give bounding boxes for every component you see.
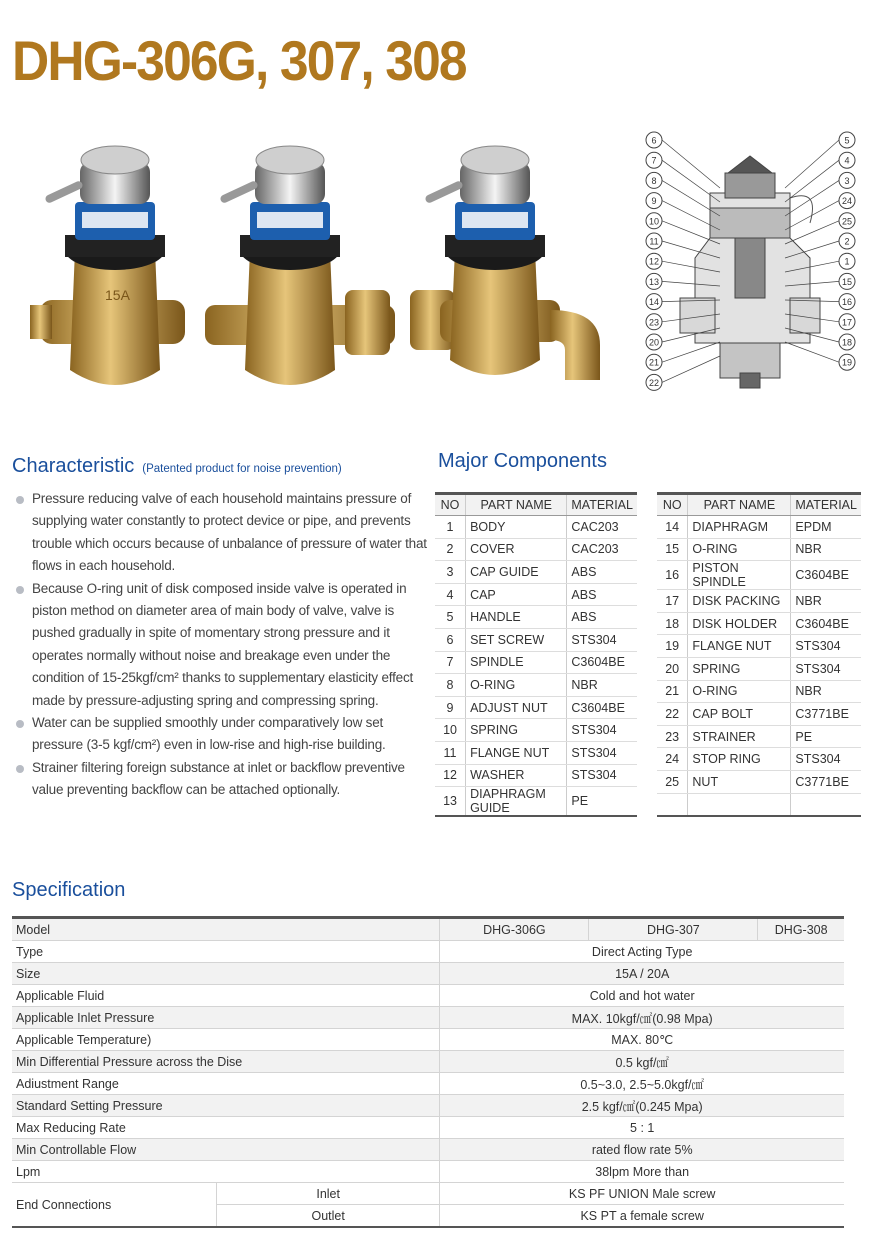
table-row xyxy=(12,1139,844,1161)
part-name: SET SCREW xyxy=(466,628,567,651)
spec-label: Adiustment Range xyxy=(12,1073,440,1095)
callout-number: 17 xyxy=(841,317,853,328)
part-no: 19 xyxy=(657,635,688,658)
table-row xyxy=(12,985,844,1007)
part-name: ADJUST NUT xyxy=(466,696,567,719)
table-row xyxy=(657,748,861,771)
part-no: 23 xyxy=(657,725,688,748)
list-item: Strainer filtering foreign substance at inlet or backflow preventive value preventing backflow can be attached optionally. xyxy=(14,757,434,802)
components-heading: Major Components xyxy=(438,450,607,472)
callout-number: 7 xyxy=(651,155,657,166)
part-no: 1 xyxy=(435,516,466,539)
part-name: DIAPHRAGM xyxy=(688,516,791,539)
part-no: 24 xyxy=(657,748,688,771)
callout-number: 10 xyxy=(648,216,660,227)
part-material: CAC203 xyxy=(567,538,637,561)
col-header-material: MATERIAL xyxy=(567,494,637,516)
callout-number: 5 xyxy=(844,135,850,146)
spec-label: Applicable Inlet Pressure xyxy=(12,1007,440,1029)
part-name: O-RING xyxy=(466,674,567,697)
spec-value: 5 : 1 xyxy=(440,1117,844,1139)
part-name: COVER xyxy=(466,538,567,561)
part-no: 12 xyxy=(435,764,466,787)
part-material: NBR xyxy=(567,674,637,697)
part-material: ABS xyxy=(567,606,637,629)
part-material: C3604BE xyxy=(567,651,637,674)
part-name: PISTON SPINDLE xyxy=(688,561,791,590)
part-name: CAP xyxy=(466,583,567,606)
part-no: 22 xyxy=(657,703,688,726)
table-row xyxy=(657,635,861,658)
part-no: 7 xyxy=(435,651,466,674)
part-name: DISK HOLDER xyxy=(688,612,791,635)
end-connection-value: KS PT a female screw xyxy=(440,1205,844,1228)
model-label: Model xyxy=(12,918,440,941)
specification-heading: Specification xyxy=(12,879,126,901)
table-row xyxy=(435,583,637,606)
callout-number: 15 xyxy=(841,276,853,287)
part-material: C3604BE xyxy=(791,612,861,635)
components-table-left xyxy=(435,492,637,817)
table-row xyxy=(12,1051,844,1073)
part-material: C3604BE xyxy=(567,696,637,719)
callout-number: 9 xyxy=(651,196,657,207)
part-material: CAC203 xyxy=(567,516,637,539)
table-row xyxy=(657,612,861,635)
section-diagram xyxy=(640,128,865,403)
callout-leader xyxy=(662,356,720,382)
characteristic-heading xyxy=(12,455,342,478)
table-row xyxy=(657,680,861,703)
product-image-dhg-308 xyxy=(410,140,610,395)
callout-number: 24 xyxy=(841,196,853,207)
table-row xyxy=(435,628,637,651)
callout-number: 2 xyxy=(844,236,850,247)
table-row xyxy=(657,725,861,748)
table-row xyxy=(12,1161,844,1183)
table-row xyxy=(435,719,637,742)
spec-label: Size xyxy=(12,963,440,985)
spec-label: Min Controllable Flow xyxy=(12,1139,440,1161)
callout-number: 1 xyxy=(844,256,850,267)
table-row xyxy=(12,1073,844,1095)
characteristic-title: Characteristic xyxy=(12,455,135,477)
callout-number: 22 xyxy=(648,377,660,388)
page-title: DHG-306G, 307, 308 xyxy=(12,29,466,92)
col-header-part-name: PART NAME xyxy=(466,494,567,516)
callout-number: 11 xyxy=(649,236,659,247)
callout-number: 25 xyxy=(841,216,853,227)
part-no: 18 xyxy=(657,612,688,635)
col-header-no: NO xyxy=(435,494,466,516)
spec-value: 0.5~3.0, 2.5~5.0kgf/㎠ xyxy=(440,1073,844,1095)
callout-number: 16 xyxy=(841,297,853,308)
table-row xyxy=(435,561,637,584)
end-connections-label: End Connections xyxy=(12,1183,217,1228)
spec-label: Min Differential Pressure across the Dise xyxy=(12,1051,440,1073)
table-row xyxy=(435,538,637,561)
callout-number: 4 xyxy=(844,155,850,166)
part-name: DIAPHRAGM GUIDE xyxy=(466,787,567,817)
part-material: EPDM xyxy=(791,516,861,539)
part-name: DISK PACKING xyxy=(688,590,791,613)
part-material: STS304 xyxy=(567,628,637,651)
table-row xyxy=(657,538,861,561)
table-row xyxy=(657,590,861,613)
characteristic-subtitle: (Patented product for noise prevention) xyxy=(142,463,342,475)
table-row xyxy=(657,561,861,590)
col-header-part-name: PART NAME xyxy=(688,494,791,516)
part-material: STS304 xyxy=(567,741,637,764)
callout-number: 14 xyxy=(648,297,660,308)
part-name: STRAINER xyxy=(688,725,791,748)
spec-value: Cold and hot water xyxy=(440,985,844,1007)
part-material: NBR xyxy=(791,538,861,561)
characteristic-list xyxy=(14,488,434,802)
part-material: C3771BE xyxy=(791,703,861,726)
table-row xyxy=(657,516,861,539)
part-no: 16 xyxy=(657,561,688,590)
callout-number: 20 xyxy=(648,337,660,348)
model-dhg-306g: DHG-306G xyxy=(440,918,589,941)
col-header-material: MATERIAL xyxy=(791,494,861,516)
part-name: STOP RING xyxy=(688,748,791,771)
part-no: 14 xyxy=(657,516,688,539)
part-no: 4 xyxy=(435,583,466,606)
table-row xyxy=(12,1029,844,1051)
spec-value: Direct Acting Type xyxy=(440,941,844,963)
spec-value: MAX. 10kgf/㎠(0.98 Mpa) xyxy=(440,1007,844,1029)
model-dhg-308: DHG-308 xyxy=(758,918,844,941)
table-row xyxy=(657,770,861,793)
table-row xyxy=(435,516,637,539)
part-name: O-RING xyxy=(688,538,791,561)
part-material: PE xyxy=(567,787,637,817)
spec-label: Type xyxy=(12,941,440,963)
part-material: STS304 xyxy=(567,719,637,742)
size-badge: 15A xyxy=(105,287,130,303)
table-row xyxy=(657,793,861,816)
part-no xyxy=(657,793,688,816)
callout-number: 19 xyxy=(841,357,853,368)
table-row xyxy=(435,651,637,674)
table-row xyxy=(435,764,637,787)
part-name: SPINDLE xyxy=(466,651,567,674)
part-material: C3771BE xyxy=(791,770,861,793)
table-row xyxy=(12,918,844,941)
end-connection-sub-label: Inlet xyxy=(217,1183,440,1205)
callout-number: 3 xyxy=(844,175,850,186)
callout-number: 6 xyxy=(651,135,657,146)
callout-leader xyxy=(662,342,720,362)
components-table-right xyxy=(657,492,861,817)
model-dhg-307: DHG-307 xyxy=(589,918,758,941)
part-no: 25 xyxy=(657,770,688,793)
part-material: STS304 xyxy=(791,657,861,680)
col-header-no: NO xyxy=(657,494,688,516)
spec-value: 38lpm More than xyxy=(440,1161,844,1183)
spec-label: Lpm xyxy=(12,1161,440,1183)
part-material: ABS xyxy=(567,561,637,584)
callout-leader xyxy=(785,342,839,362)
part-no: 15 xyxy=(657,538,688,561)
table-row xyxy=(657,703,861,726)
spec-value: 2.5 kgf/㎠(0.245 Mpa) xyxy=(440,1095,844,1117)
table-row xyxy=(12,1095,844,1117)
part-name: NUT xyxy=(688,770,791,793)
part-no: 21 xyxy=(657,680,688,703)
list-item: Pressure reducing valve of each household maintains pressure of supplying water constantly to protect device or pipe, and prevents trouble which occurs because of unbalance of pressure of water that flows in each household. xyxy=(14,488,434,578)
list-item: Because O-ring unit of disk composed inside valve is operated in piston method on diameter area of main body of valve, valve is pushed gradually in spite of momentary strong pressure and it operates normally without noise and breakage even under the condition of 15-25kgf/cm² thanks to supplementary elasticity effect made by pressure-adjusting spring and compressing spring. xyxy=(14,578,434,712)
callout-leader xyxy=(785,221,839,244)
part-material: NBR xyxy=(791,680,861,703)
spec-value: 15A / 20A xyxy=(440,963,844,985)
part-name: WASHER xyxy=(466,764,567,787)
table-row xyxy=(435,696,637,719)
table-row xyxy=(435,606,637,629)
table-row xyxy=(12,941,844,963)
part-no: 20 xyxy=(657,657,688,680)
part-material: NBR xyxy=(791,590,861,613)
part-name: BODY xyxy=(466,516,567,539)
part-name: HANDLE xyxy=(466,606,567,629)
part-name: CAP BOLT xyxy=(688,703,791,726)
part-name: SPRING xyxy=(688,657,791,680)
end-connection-value: KS PF UNION Male screw xyxy=(440,1183,844,1205)
spec-label: Applicable Temperature) xyxy=(12,1029,440,1051)
part-name: O-RING xyxy=(688,680,791,703)
part-no: 5 xyxy=(435,606,466,629)
specification-table xyxy=(12,916,844,1228)
table-row xyxy=(12,1183,844,1205)
spec-label: Applicable Fluid xyxy=(12,985,440,1007)
table-row xyxy=(435,787,637,817)
part-name xyxy=(688,793,791,816)
part-material: ABS xyxy=(567,583,637,606)
part-name: FLANGE NUT xyxy=(688,635,791,658)
callout-number: 21 xyxy=(648,357,660,368)
spec-value: 0.5 kgf/㎠ xyxy=(440,1051,844,1073)
part-no: 13 xyxy=(435,787,466,817)
part-no: 6 xyxy=(435,628,466,651)
part-no: 10 xyxy=(435,719,466,742)
spec-value: MAX. 80℃ xyxy=(440,1029,844,1051)
callout-number: 23 xyxy=(648,317,660,328)
part-no: 2 xyxy=(435,538,466,561)
product-image-dhg-307 xyxy=(205,140,395,395)
part-material: STS304 xyxy=(791,748,861,771)
table-row xyxy=(12,1007,844,1029)
part-no: 3 xyxy=(435,561,466,584)
part-material: STS304 xyxy=(791,635,861,658)
part-no: 11 xyxy=(435,741,466,764)
callout-number: 8 xyxy=(651,175,657,186)
list-item: Water can be supplied smoothly under comparatively low set pressure (3-5 kgf/cm²) even in low-rise and high-rise building. xyxy=(14,712,434,757)
spec-value: rated flow rate 5% xyxy=(440,1139,844,1161)
part-name: SPRING xyxy=(466,719,567,742)
part-material: STS304 xyxy=(567,764,637,787)
part-no: 8 xyxy=(435,674,466,697)
part-material: PE xyxy=(791,725,861,748)
callout-number: 13 xyxy=(648,276,660,287)
part-name: FLANGE NUT xyxy=(466,741,567,764)
table-row xyxy=(657,657,861,680)
part-material: C3604BE xyxy=(791,561,861,590)
table-row xyxy=(12,1117,844,1139)
spec-label: Standard Setting Pressure xyxy=(12,1095,440,1117)
table-row xyxy=(12,963,844,985)
product-image-dhg-306g xyxy=(30,140,195,395)
part-no: 17 xyxy=(657,590,688,613)
callout-number: 12 xyxy=(648,256,660,267)
part-name: CAP GUIDE xyxy=(466,561,567,584)
spec-label: Max Reducing Rate xyxy=(12,1117,440,1139)
part-material xyxy=(791,793,861,816)
part-no: 9 xyxy=(435,696,466,719)
end-connection-sub-label: Outlet xyxy=(217,1205,440,1228)
table-row xyxy=(435,674,637,697)
callout-number: 18 xyxy=(841,337,853,348)
table-row xyxy=(435,741,637,764)
